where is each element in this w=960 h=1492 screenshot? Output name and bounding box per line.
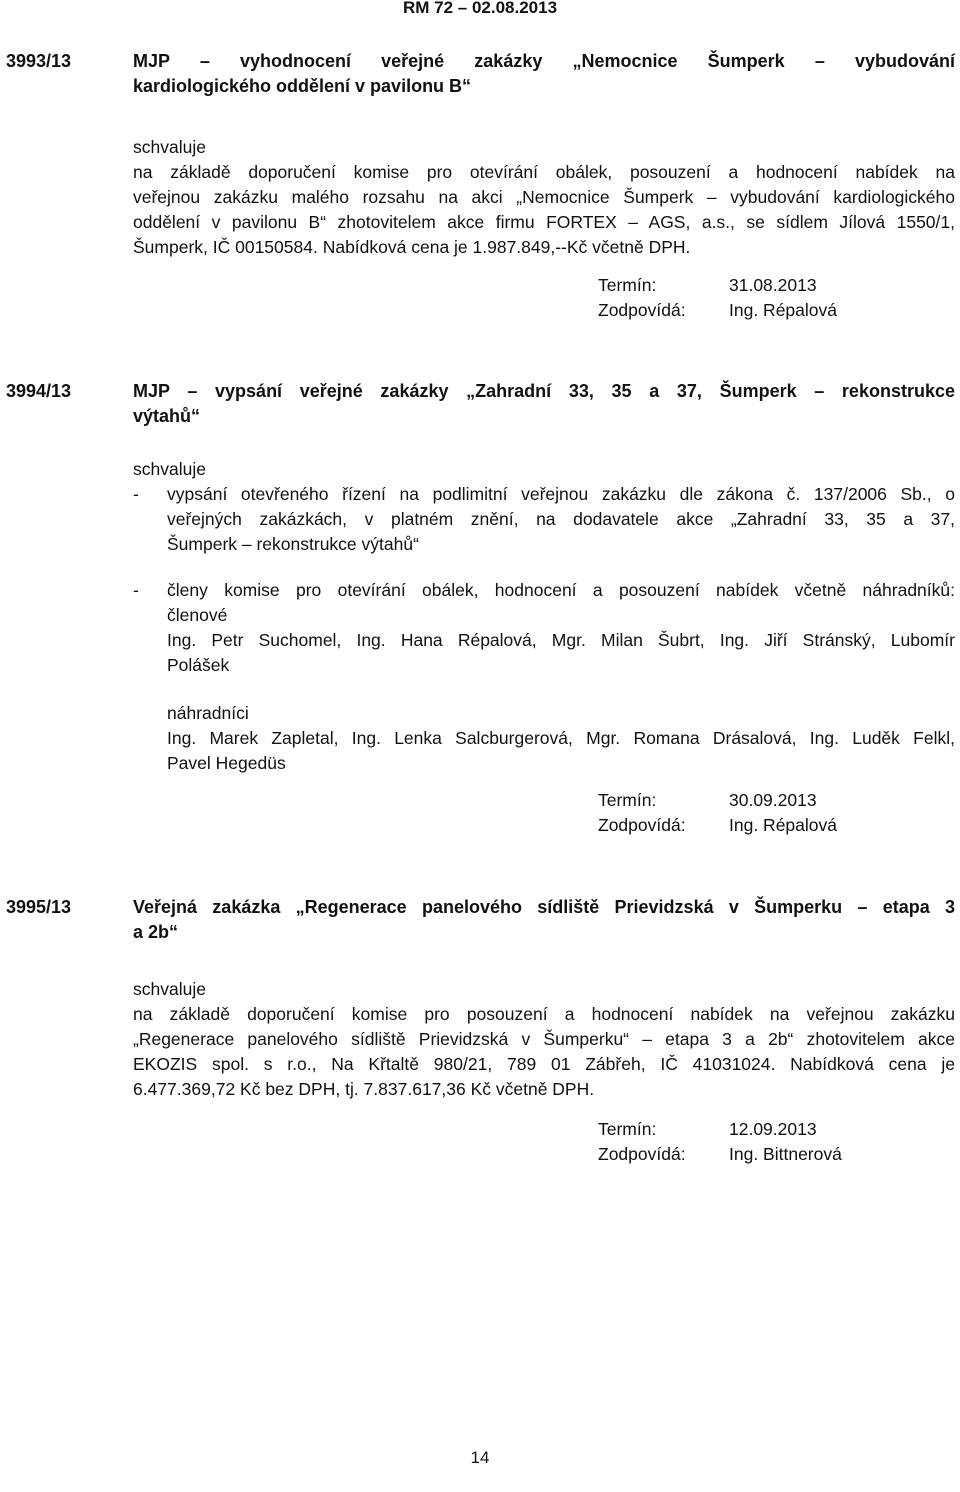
zodpovida-value: Ing. Répalová	[729, 300, 837, 320]
text-line: 6.477.369,72 Kč bez DPH, tj. 7.837.617,36 Kč včetně DPH.	[133, 1079, 595, 1099]
zodpovida-row	[598, 1142, 842, 1167]
list-dash: -	[133, 484, 139, 504]
zodpovida-label: Zodpovídá:	[598, 815, 686, 835]
list-item-text	[167, 482, 955, 557]
title-line: MJP – vyhodnocení veřejné zakázky „Nemocnice Šumperk – vybudování	[133, 51, 955, 71]
resolution-body	[133, 135, 955, 260]
text-line: oddělení v pavilonu B“ zhotovitelem akce firmu FORTEX – AGS, a.s., se sídlem Jílová 1550/1,	[133, 212, 955, 232]
text-line: na základě doporučení komise pro otevírání obálek, posouzení a hodnocení nabídek na	[133, 162, 955, 182]
title-line: a 2b“	[133, 922, 179, 942]
zodpovida-label: Zodpovídá:	[598, 300, 686, 320]
resolution-number: 3995/13	[6, 897, 72, 917]
verb-label: schvaluje	[133, 459, 206, 479]
resolution-body	[133, 457, 955, 482]
verb-label: schvaluje	[133, 137, 206, 157]
members-line: Ing. Petr Suchomel, Ing. Hana Répalová, Mgr. Milan Šubrt, Ing. Jiří Stránský, Lubomír	[167, 630, 955, 650]
text-line: veřejnou zakázku malého rozsahu na akci „Nemocnice Šumperk – vybudování kardiologického	[133, 187, 955, 207]
zodpovida-row	[598, 298, 837, 323]
members-line: Polášek	[167, 655, 230, 675]
subs-line: Ing. Marek Zapletal, Ing. Lenka Salcburgerová, Mgr. Romana Drásalová, Ing. Luděk Felkl,	[167, 728, 955, 748]
list-item-text	[167, 578, 955, 776]
title-line: MJP – vypsání veřejné zakázky „Zahradní 33, 35 a 37, Šumperk – rekonstrukce	[133, 381, 955, 401]
resolution-body	[133, 977, 955, 1102]
page-header: RM 72 – 02.08.2013	[402, 0, 558, 17]
title-line: kardiologického oddělení v pavilonu B“	[133, 76, 472, 96]
page-number: 14	[470, 1448, 490, 1467]
text-line: členy komise pro otevírání obálek, hodnocení a posouzení nabídek včetně náhradníků:	[167, 580, 955, 600]
termin-label: Termín:	[598, 275, 657, 295]
zodpovida-label: Zodpovídá:	[598, 1144, 686, 1164]
subs-line: Pavel Hegedüs	[167, 753, 286, 773]
title-line: Veřejná zakázka „Regenerace panelového sídliště Prievidzská v Šumperku – etapa 3	[133, 897, 955, 917]
list-dash: -	[133, 580, 139, 600]
termin-value: 12.09.2013	[729, 1119, 817, 1139]
members-label: členové	[167, 605, 228, 625]
text-line: veřejných zakázkách, v platném znění, na dodavatele akce „Zahradní 33, 35 a 37,	[167, 509, 955, 529]
resolution-number: 3994/13	[6, 381, 72, 401]
resolution-title	[133, 895, 955, 945]
resolution-title	[133, 379, 955, 429]
zodpovida-row	[598, 813, 837, 838]
text-line: Šumperk, IČ 00150584. Nabídková cena je 1.987.849,--Kč včetně DPH.	[133, 237, 691, 257]
text-line: EKOZIS spol. s r.o., Na Křtaltě 980/21, 789 01 Zábřeh, IČ 41031024. Nabídková cena je	[133, 1054, 955, 1074]
text-line: na základě doporučení komise pro posouzení a hodnocení nabídek na veřejnou zakázku	[133, 1004, 955, 1024]
title-line: výtahů“	[133, 406, 201, 426]
termin-label: Termín:	[598, 790, 657, 810]
verb-label: schvaluje	[133, 979, 206, 999]
zodpovida-value: Ing. Bittnerová	[729, 1144, 842, 1164]
termin-value: 31.08.2013	[729, 275, 817, 295]
subs-label: náhradníci	[167, 703, 249, 723]
termin-row	[598, 788, 817, 813]
termin-row	[598, 273, 817, 298]
zodpovida-value: Ing. Répalová	[729, 815, 837, 835]
resolution-title	[133, 49, 955, 99]
text-line: „Regenerace panelového sídliště Prievidzská v Šumperku“ – etapa 3 a 2b“ zhotovitelem akce	[133, 1029, 955, 1049]
termin-value: 30.09.2013	[729, 790, 817, 810]
termin-label: Termín:	[598, 1119, 657, 1139]
text-line: Šumperk – rekonstrukce výtahů“	[167, 534, 419, 554]
resolution-number: 3993/13	[6, 51, 72, 71]
text-line: vypsání otevřeného řízení na podlimitní veřejnou zakázku dle zákona č. 137/2006 Sb., o	[167, 484, 955, 504]
termin-row	[598, 1117, 817, 1142]
